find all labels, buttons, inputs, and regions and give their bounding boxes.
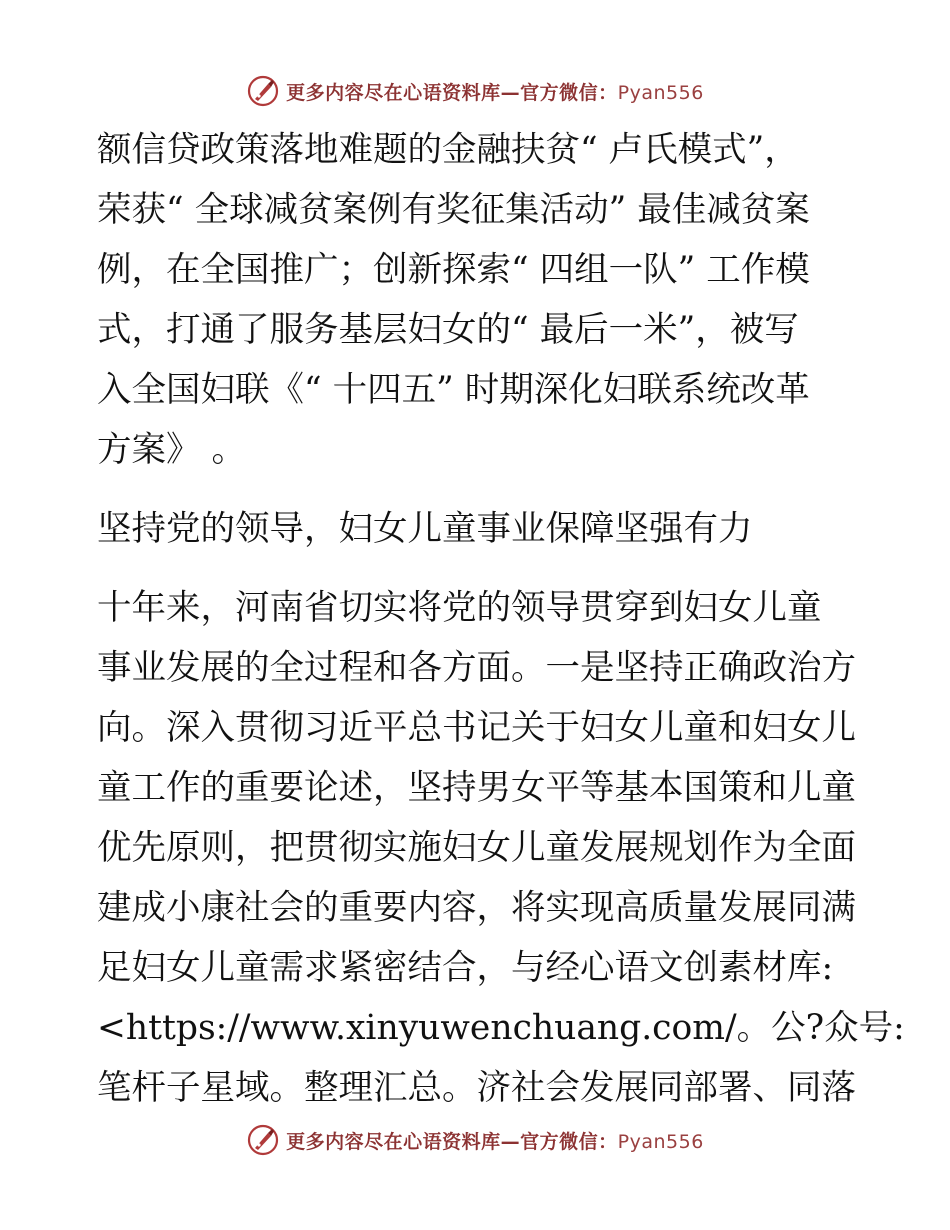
- header-banner-text: 更多内容尽在心语资料库—官方微信：Pyan556: [286, 81, 704, 104]
- text-line: 足妇女儿童需求紧密结合，与经心语文创素材库:: [97, 948, 834, 988]
- text-line: 笔杆子星域。整理汇总。济社会发展同部署、同落: [97, 1068, 856, 1108]
- fountain-pen-logo-icon: [246, 74, 280, 108]
- text-line: 方案》 。: [97, 430, 246, 470]
- text-line: 建成小康社会的重要内容，将实现高质量发展同满: [97, 888, 856, 928]
- wechat-id: Pyan556: [617, 1130, 704, 1153]
- footer-banner-text: 更多内容尽在心语资料库—官方微信：Pyan556: [286, 1130, 704, 1153]
- wechat-id: Pyan556: [617, 81, 704, 104]
- text-line: 十年来，河南省切实将党的领导贯穿到妇女儿童: [97, 588, 822, 628]
- text-line: 向。深入贯彻习近平总书记关于妇女儿童和妇女儿: [97, 708, 856, 748]
- paragraph-1: [97, 120, 857, 480]
- fountain-pen-logo-icon: [246, 1123, 280, 1157]
- footer-banner: [0, 1120, 950, 1160]
- text-line: 童工作的重要论述，坚持男女平等基本国策和儿童: [97, 768, 856, 808]
- text-line: 事业发展的全过程和各方面。一是坚持正确政治方: [97, 648, 856, 688]
- text-line: 入全国妇联《“ 十四五” 时期深化妇联系统改革: [97, 370, 810, 410]
- text-line: 式，打通了服务基层妇女的“ 最后一米”，被写: [97, 310, 799, 350]
- text-line: 例，在全国推广；创新探索“ 四组一队” 工作模: [97, 250, 810, 290]
- paragraph-2: [97, 578, 905, 1118]
- text-line: 优先原则，把贯彻实施妇女儿童发展规划作为全面: [97, 828, 856, 868]
- text-line: 额信贷政策落地难题的金融扶贫“ 卢氏模式”，: [97, 130, 799, 170]
- text-line: <https://www.xinyuwenchuang.com/。公?众号:: [97, 1008, 905, 1048]
- header-banner: [0, 71, 950, 111]
- document-body: [97, 120, 905, 1118]
- section-heading: 坚持党的领导，妇女儿童事业保障坚强有力: [97, 509, 753, 549]
- text-line: 荣获“ 全球减贫案例有奖征集活动” 最佳减贫案: [97, 190, 810, 230]
